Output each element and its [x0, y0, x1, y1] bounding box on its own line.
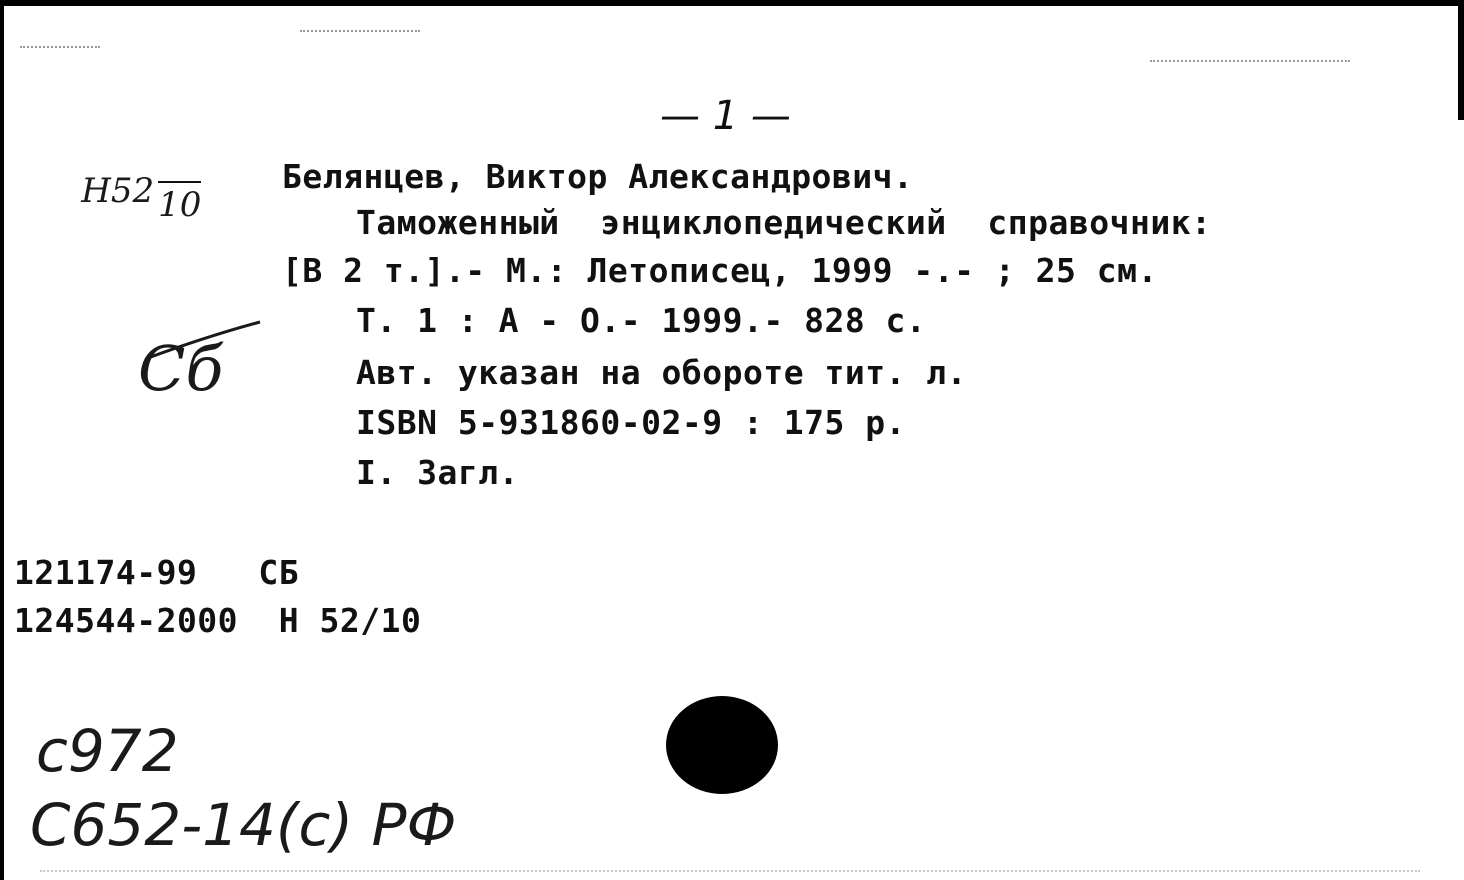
page-number: — 1 — — [660, 93, 791, 139]
scan-dots — [300, 30, 420, 32]
shelf-mark — [38, 140, 201, 242]
scan-dots — [1150, 60, 1350, 62]
title-line-1: Таможенный энциклопедический справочник: — [356, 203, 1212, 242]
scan-dots — [40, 870, 1420, 872]
handwritten-note-text: Сб — [138, 332, 224, 405]
scan-dots — [20, 46, 100, 48]
card-left-border — [0, 0, 4, 880]
shelf-mark-suffix: 10 — [158, 181, 201, 225]
handwritten-code: с972 — [36, 717, 179, 785]
accession-line: 124544-2000 Н 52/10 — [14, 601, 422, 640]
accession-line: 121174-99 СБ — [14, 553, 300, 592]
note-line: Авт. указан на обороте тит. л. — [356, 353, 968, 392]
title-line-2: [В 2 т.].- М.: Летописец, 1999 -.- ; 25 см. — [282, 251, 1158, 290]
author-line: Белянцев, Виктор Александрович. — [282, 157, 914, 196]
isbn-line: ISBN 5-931860-02-9 : 175 р. — [356, 403, 906, 442]
card-right-border — [1458, 0, 1464, 120]
card-top-border — [0, 0, 1464, 6]
punch-hole — [666, 696, 778, 794]
volume-line: Т. 1 : А - О.- 1999.- 828 с. — [356, 301, 927, 340]
handwritten-code: С652-14(с) РФ — [30, 791, 457, 859]
added-entry-line: I. Загл. — [356, 453, 519, 492]
shelf-mark-prefix: Н52 — [81, 171, 155, 211]
handwritten-note — [128, 318, 278, 418]
